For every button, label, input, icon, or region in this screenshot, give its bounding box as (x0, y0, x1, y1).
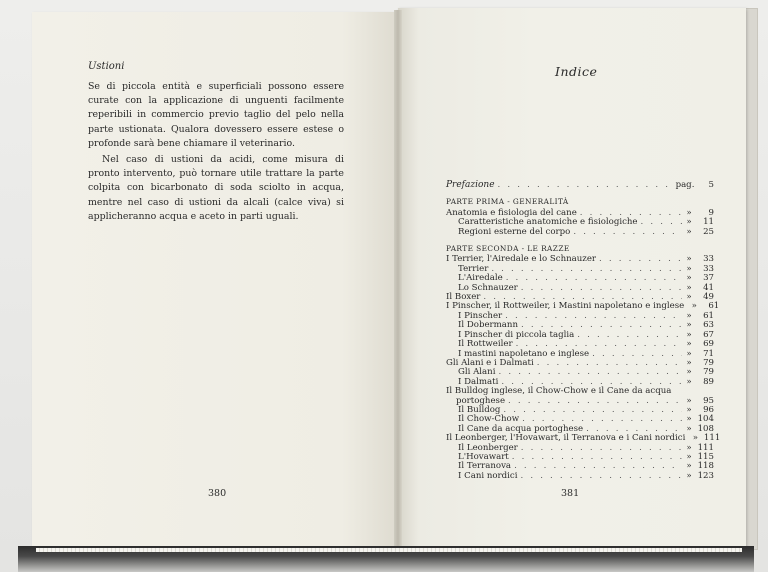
toc-entry-label: Gli Alani e i Dalmati (446, 357, 534, 368)
toc-entry-label: Il Leonberger (458, 442, 518, 453)
dot-leader (509, 453, 682, 462)
toc-entry-ditto: » (686, 470, 692, 481)
toc-entry-label: Terrier (458, 263, 489, 274)
toc-entry-page: 25 (703, 226, 714, 237)
dot-leader (517, 472, 682, 481)
table-of-contents (446, 180, 721, 481)
toc-entry-page: 5 (708, 180, 714, 190)
toc-entry-page: 11 (703, 217, 714, 228)
dot-leader (518, 444, 682, 453)
toc-entry-page: 67 (703, 329, 714, 340)
toc-entry-page: 71 (703, 348, 714, 359)
toc-entry-label: I Cani nordici (458, 470, 518, 481)
toc-entry-page: 89 (703, 376, 714, 387)
dot-leader (495, 181, 674, 190)
dot-leader (596, 255, 682, 264)
toc-entry-page: 104 (697, 414, 714, 425)
toc-entry-ditto: » (686, 442, 692, 453)
paragraph-2: Nel caso di ustioni da acidi, come misura di pronto intervento, può tornare utile trattare la parte colpita con bicarbonato di soda sciolto in acqua, mentre nel caso di ustioni da alcali (calce viva) si applicheranno acqua e aceto in parti uguali. (88, 154, 344, 222)
toc-entry-ditto: » (686, 339, 692, 350)
toc-entry-label: I Pinscher, il Rottweiler, i Mastini napoletano e inglese (446, 301, 685, 312)
toc-entry-ditto: » (686, 226, 692, 237)
toc-entry-ditto: » (686, 254, 692, 265)
toc-entry-label: Il Dobermann (458, 320, 518, 331)
toc-entry-label: Il Boxer (446, 292, 481, 303)
toc-entry-page: 123 (697, 470, 714, 481)
toc-entry-label: L'Airedale (458, 273, 503, 284)
toc-list-parte-seconda (446, 254, 721, 481)
toc-entry-page: 9 (708, 207, 714, 218)
dot-leader (495, 368, 682, 377)
dot-leader (534, 359, 682, 368)
toc-entry-label: I Pinscher (458, 310, 503, 321)
toc-entry-ditto: » (691, 301, 697, 312)
toc-entry-page: 111 (697, 442, 714, 453)
toc-entry-page: 96 (703, 404, 714, 415)
toc-entry-ditto: » (686, 376, 692, 387)
dot-leader (502, 312, 682, 321)
part-heading-1: PARTE PRIMA - GENERALITÀ (446, 197, 569, 207)
toc-entry-label: I Terrier, l'Airedale e lo Schnauzer (446, 254, 597, 265)
toc-entry-label: Il Rottweiler (458, 339, 513, 350)
toc-entry-label: Il Leonberger, l'Hovawart, il Terranova e i Cani nordici (446, 433, 686, 444)
toc-entry-page: 61 (708, 301, 720, 312)
toc-entry-label: Il Chow-Chow (458, 414, 520, 425)
toc-entry-page: 111 (703, 433, 721, 444)
toc-entry[interactable] (446, 472, 714, 481)
dot-leader (511, 462, 682, 471)
toc-entry-ditto: » (692, 433, 698, 444)
toc-entry-page: 95 (703, 395, 714, 406)
toc-entry-page: 37 (703, 273, 714, 284)
toc-entry-ditto: » (686, 367, 692, 378)
toc-entry-label: Regioni esterne del corpo (458, 226, 571, 237)
toc-entry-ditto: » (686, 414, 692, 425)
toc-entry-ditto: » (686, 282, 692, 293)
toc-entry-pag: pag. (675, 180, 695, 190)
toc-entry-ditto: » (686, 423, 692, 434)
page-number-right: 381 (561, 488, 580, 499)
toc-entry-page: 63 (703, 320, 714, 331)
dot-leader (638, 218, 682, 227)
toc-entry-ditto: » (686, 320, 692, 331)
toc-entry[interactable] (446, 228, 714, 237)
toc-list-parte-prima (446, 209, 714, 237)
dot-leader (488, 265, 682, 274)
toc-entry-label: Il Cane da acqua portoghese (458, 423, 584, 434)
toc-entry-page: 108 (697, 423, 714, 434)
toc-entry-ditto: » (686, 395, 692, 406)
page-edges (36, 548, 742, 552)
toc-entry-label: Il Bulldog (458, 404, 501, 415)
dot-leader (589, 350, 682, 359)
toc-entry-page: 41 (703, 282, 714, 293)
toc-entry-ditto: » (686, 329, 692, 340)
toc-entry-ditto: » (686, 451, 692, 462)
dot-leader (570, 228, 682, 237)
section-title-ustioni: Ustioni (88, 61, 125, 72)
toc-entry-ditto: » (686, 292, 692, 303)
toc-entry-page: 33 (703, 263, 714, 274)
toc-entry-page: 115 (697, 451, 714, 462)
toc-entry-page: 61 (703, 310, 714, 321)
toc-entry-label: Gli Alani (458, 367, 496, 378)
toc-entry-page: 49 (703, 292, 714, 303)
toc-entry-ditto: » (686, 357, 692, 368)
dot-leader (574, 331, 682, 340)
toc-entry-label: Il Bulldog inglese, il Chow-Chow e il Cane da acqua (446, 386, 672, 397)
left-page-body (88, 80, 344, 224)
toc-entry-ditto: » (686, 263, 692, 274)
paragraph-1: Se di piccola entità e superficiali possono essere curate con la applicazione di unguenti facilmente reperibili in commercio previo taglio del pelo nella parte ustionata. Qualora dovessero essere estese o profonde sarà bene chiamare il veterinario. (88, 81, 344, 149)
dot-leader (503, 274, 682, 283)
toc-entry-ditto: » (686, 310, 692, 321)
toc-entry-label: Il Terranova (458, 461, 512, 472)
toc-entry-label: Anatomia e fisiologia del cane (446, 207, 577, 218)
toc-entry-ditto: » (686, 273, 692, 284)
dot-leader (505, 397, 682, 406)
toc-entry-prefazione[interactable] (446, 181, 714, 190)
book-gutter (394, 10, 402, 555)
toc-entry-page: 79 (703, 357, 714, 368)
part-heading-2: PARTE SECONDA - LE RAZZE (446, 244, 570, 254)
toc-entry-page: 79 (703, 367, 714, 378)
toc-entry-label: I Dalmati (458, 376, 499, 387)
toc-entry-label: Lo Schnauzer (458, 282, 518, 293)
toc-entry-label: I Pinscher di piccola taglia (458, 329, 575, 340)
toc-entry-label: Prefazione (446, 180, 495, 190)
toc-entry-label: L'Hovawart (458, 451, 509, 462)
toc-entry[interactable] (446, 284, 714, 293)
toc-entry-ditto: » (686, 404, 692, 415)
toc-entry-ditto: » (686, 348, 692, 359)
toc-entry-page: 33 (703, 254, 714, 265)
toc-entry-label: portoghese (456, 395, 506, 406)
toc-entry-ditto: » (686, 207, 692, 218)
index-title: Indice (555, 64, 598, 79)
toc-entry-page: 118 (697, 461, 714, 472)
toc-entry-label: Caratteristiche anatomiche e fisiologiche (458, 217, 638, 228)
toc-entry-page: 69 (703, 339, 714, 350)
page-number-left: 380 (208, 488, 227, 499)
toc-entry-ditto: » (686, 217, 692, 228)
toc-entry-label: I mastini napoletano e inglese (458, 348, 590, 359)
dot-leader (500, 406, 682, 415)
dot-leader (518, 284, 682, 293)
toc-entry-ditto: » (686, 461, 692, 472)
